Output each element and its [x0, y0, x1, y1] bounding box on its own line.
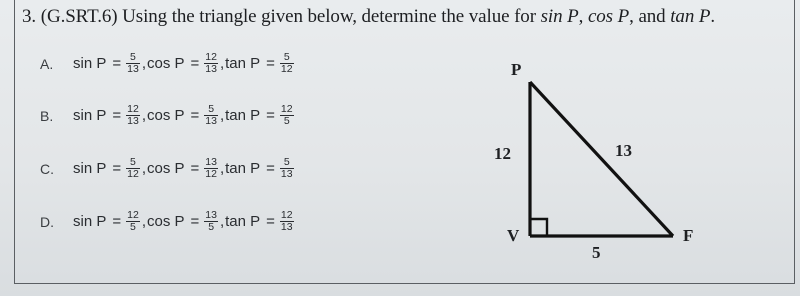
- sin-label: sin P: [73, 107, 107, 124]
- cos-fraction: $\frac{13}{5}$: [205, 209, 217, 233]
- choice-a[interactable]: A. sin P = $\frac{5}{13}$ , cos P = $\frac{12}{13}$ , tan P = $\frac{5}{12}$: [40, 51, 293, 75]
- sin-fraction: $\frac{5}{12}$: [127, 156, 139, 180]
- question-number: 3.: [22, 6, 37, 27]
- choice-c[interactable]: C. sin P = $\frac{5}{12}$ , cos P = $\frac{13}{12}$ , tan P = $\frac{5}{13}$: [40, 156, 293, 180]
- tan-fraction: $\frac{5}{13}$: [280, 156, 293, 180]
- cos-p-term: cos P: [587, 6, 630, 27]
- cos-fraction: $\frac{13}{12}$: [205, 156, 217, 180]
- sin-fraction: $\frac{5}{13}$: [127, 51, 139, 75]
- cos-label: cos P: [146, 107, 185, 124]
- side-pv-length: 12: [494, 144, 511, 163]
- choice-letter: A.: [40, 55, 54, 72]
- choice-letter: B.: [40, 107, 54, 124]
- question-text: Using the triangle given below, determine the value for: [122, 6, 536, 27]
- tan-p-term: tan P: [670, 6, 711, 27]
- choice-letter: C.: [40, 160, 54, 177]
- side-pf-length: 13: [615, 141, 632, 160]
- choice-letter: D.: [40, 213, 54, 230]
- cos-fraction: $\frac{5}{13}$: [205, 103, 217, 127]
- tan-label: tan P: [225, 107, 261, 124]
- vertex-p-label: P: [511, 60, 522, 79]
- sin-label: sin P: [73, 213, 107, 230]
- sin-label: sin P: [73, 55, 107, 72]
- sin-p-term: sin P: [540, 6, 579, 27]
- standard-code: (G.SRT.6): [40, 6, 118, 27]
- sin-fraction: $\frac{12}{13}$: [127, 103, 139, 127]
- and-word: and: [638, 6, 666, 27]
- tan-label: tan P: [225, 55, 261, 72]
- question-prompt: 3. (G.SRT.6) Using the triangle given below, determine the value for sin P, cos P, and tan P.: [22, 6, 716, 27]
- vertex-v-label: V: [507, 226, 520, 245]
- cos-fraction: $\frac{12}{13}$: [205, 51, 217, 75]
- right-angle-marker: [530, 219, 547, 236]
- cos-label: cos P: [146, 213, 185, 230]
- side-vf-length: 5: [592, 243, 601, 262]
- tan-fraction: $\frac{5}{12}$: [280, 51, 293, 75]
- tan-label: tan P: [225, 160, 261, 177]
- cos-label: cos P: [146, 55, 185, 72]
- sin-label: sin P: [73, 160, 107, 177]
- choice-b[interactable]: B. sin P = $\frac{12}{13}$ , cos P = $\frac{5}{13}$ , tan P = $\frac{12}{5}$: [40, 103, 293, 127]
- sin-fraction: $\frac{12}{5}$: [127, 209, 139, 233]
- tan-label: tan P: [225, 213, 261, 230]
- side-pf: [530, 82, 673, 236]
- tan-fraction: $\frac{12}{5}$: [280, 103, 293, 127]
- choice-d[interactable]: D. sin P = $\frac{12}{5}$ , cos P = $\frac{13}{5}$ , tan P = $\frac{12}{13}$: [40, 209, 293, 233]
- cos-label: cos P: [146, 160, 185, 177]
- tan-fraction: $\frac{12}{13}$: [280, 209, 293, 233]
- right-triangle-diagram: [480, 55, 700, 255]
- vertex-f-label: F: [683, 226, 694, 245]
